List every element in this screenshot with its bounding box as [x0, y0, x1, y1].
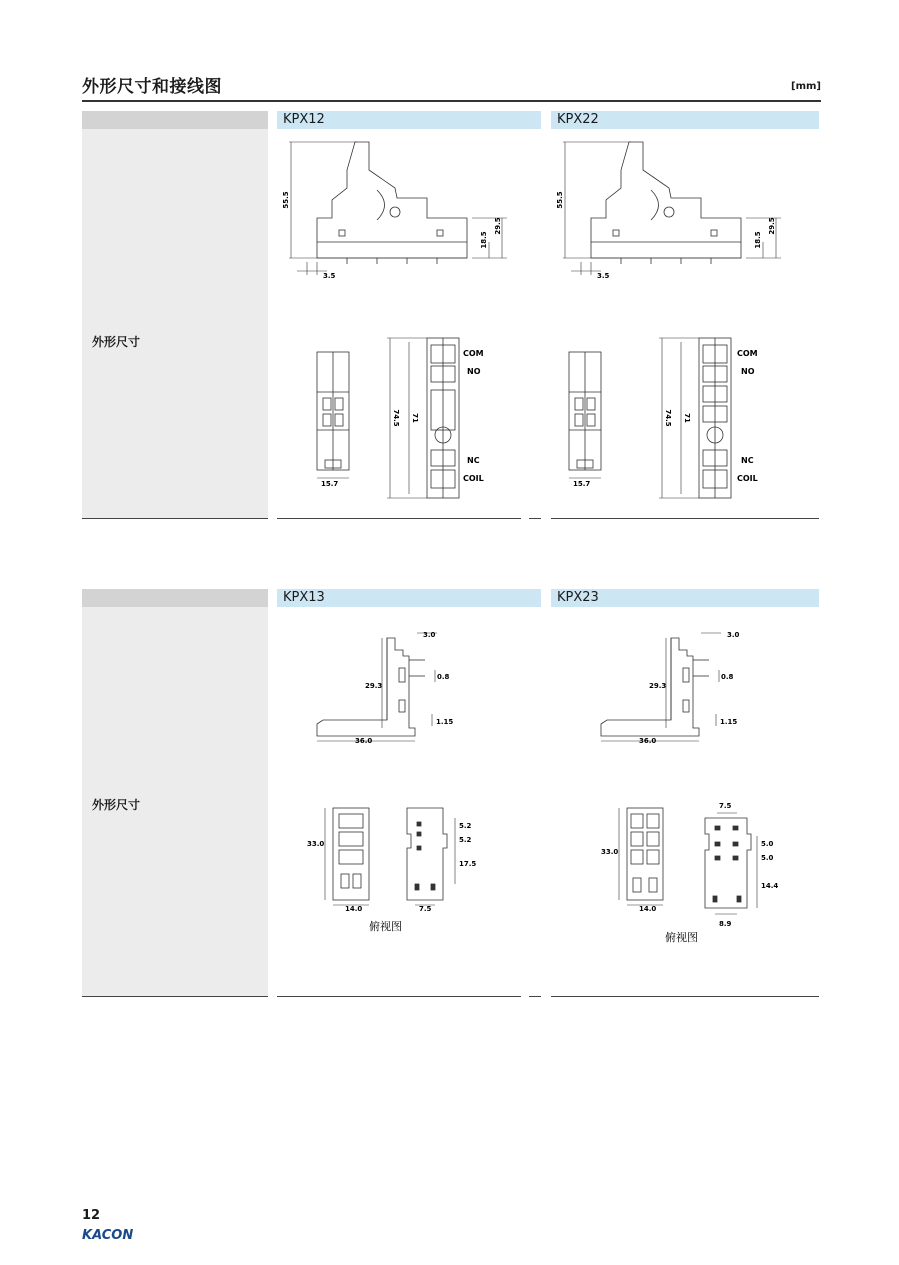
dim-depth: 33.0: [307, 840, 325, 848]
kpx12-drawing: [277, 130, 541, 515]
dim-top-width: 7.5: [719, 802, 732, 810]
title-rule: [82, 100, 821, 102]
side-panel-1: [82, 129, 268, 518]
side-view-outline: [317, 142, 467, 264]
front-view-outline: [317, 352, 349, 470]
dim-bottom: 7.5: [419, 905, 432, 913]
terminal-view-outline: [699, 338, 731, 498]
bottom-rule: [551, 518, 819, 519]
bottom-rule: [551, 996, 819, 997]
dim-bottom: 8.9: [719, 920, 732, 928]
dim-length: 74.5: [392, 409, 400, 427]
terminal-no: NO: [741, 367, 755, 376]
model-header-kpx12: KPX12: [277, 111, 541, 129]
dim-offset: 3.5: [597, 272, 610, 280]
terminal-nc: NC: [741, 456, 754, 465]
dim-h-mid: 29.5: [768, 217, 776, 235]
model-header-kpx13: KPX13: [277, 589, 541, 607]
brand-text: KACON: [82, 1228, 134, 1242]
dim-length: 74.5: [664, 409, 672, 427]
terminal-com: COM: [463, 349, 484, 358]
front-view-outline: [627, 808, 663, 900]
unit-label: [mm]: [791, 81, 821, 92]
terminal-no: NO: [467, 367, 481, 376]
dim-h-total: 55.5: [282, 191, 290, 209]
dim-p2: 5.0: [761, 854, 774, 862]
dim-h-low: 18.5: [754, 231, 762, 249]
dim-top: 3.0: [423, 631, 436, 639]
dim-inner: 71: [411, 413, 419, 423]
dim-h-low: 18.5: [480, 231, 488, 249]
bottom-rule: [82, 518, 268, 519]
kpx22-drawing: [551, 130, 819, 515]
dim-p3: 14.4: [761, 882, 779, 890]
kpx23-drawing: [551, 608, 819, 993]
dim-pin: 0.8: [437, 673, 450, 681]
dim-inner: 71: [683, 413, 691, 423]
dim-p1: 5.2: [459, 822, 472, 830]
dim-pin: 0.8: [721, 673, 734, 681]
bottom-view-outline: [407, 808, 447, 900]
dim-pin2: 1.15: [436, 718, 454, 726]
side-header-2: [82, 589, 268, 607]
section-label-1: 外形尺寸: [92, 335, 141, 349]
bottom-rule: [277, 996, 521, 997]
bottom-view-outline: [705, 818, 751, 908]
dim-offset: 3.5: [323, 272, 336, 280]
section-label-2: 外形尺寸: [92, 798, 141, 812]
model-header-kpx22: KPX22: [551, 111, 819, 129]
terminal-com: COM: [737, 349, 758, 358]
dim-p1: 5.0: [761, 840, 774, 848]
terminal-view-outline: [427, 338, 459, 498]
view-label: 俯视图: [369, 920, 402, 933]
dim-top: 3.0: [727, 631, 740, 639]
dim-height: 29.3: [365, 682, 383, 690]
terminal-coil: COIL: [737, 474, 758, 483]
page-title: 外形尺寸和接线图: [82, 77, 222, 97]
side-header-1: [82, 111, 268, 129]
dim-depth: 33.0: [601, 848, 619, 856]
terminal-coil: COIL: [463, 474, 484, 483]
dim-pin2: 1.15: [720, 718, 738, 726]
bottom-rule: [82, 996, 268, 997]
terminal-nc: NC: [467, 456, 480, 465]
model-header-kpx23: KPX23: [551, 589, 819, 607]
side-view-outline: [591, 142, 741, 264]
dim-height: 29.3: [649, 682, 667, 690]
kpx13-drawing: [277, 608, 541, 993]
front-view-outline: [333, 808, 369, 900]
dim-width: 14.0: [345, 905, 363, 913]
bottom-rule: [277, 518, 521, 519]
dim-width: 14.0: [639, 905, 657, 913]
page-number: 12: [82, 1208, 101, 1223]
dim-width: 15.7: [573, 480, 591, 488]
dim-h-total: 55.5: [556, 191, 564, 209]
front-view-outline: [569, 352, 601, 470]
dim-p2: 5.2: [459, 836, 472, 844]
view-label: 俯视图: [665, 931, 698, 944]
kacon-logo: [82, 1226, 142, 1242]
dim-length: 36.0: [639, 737, 657, 745]
dim-h-mid: 29.5: [494, 217, 502, 235]
dim-length: 36.0: [355, 737, 373, 745]
dim-p3: 17.5: [459, 860, 477, 868]
bottom-rule: [529, 518, 541, 519]
dim-width: 15.7: [321, 480, 339, 488]
bottom-rule: [529, 996, 541, 997]
